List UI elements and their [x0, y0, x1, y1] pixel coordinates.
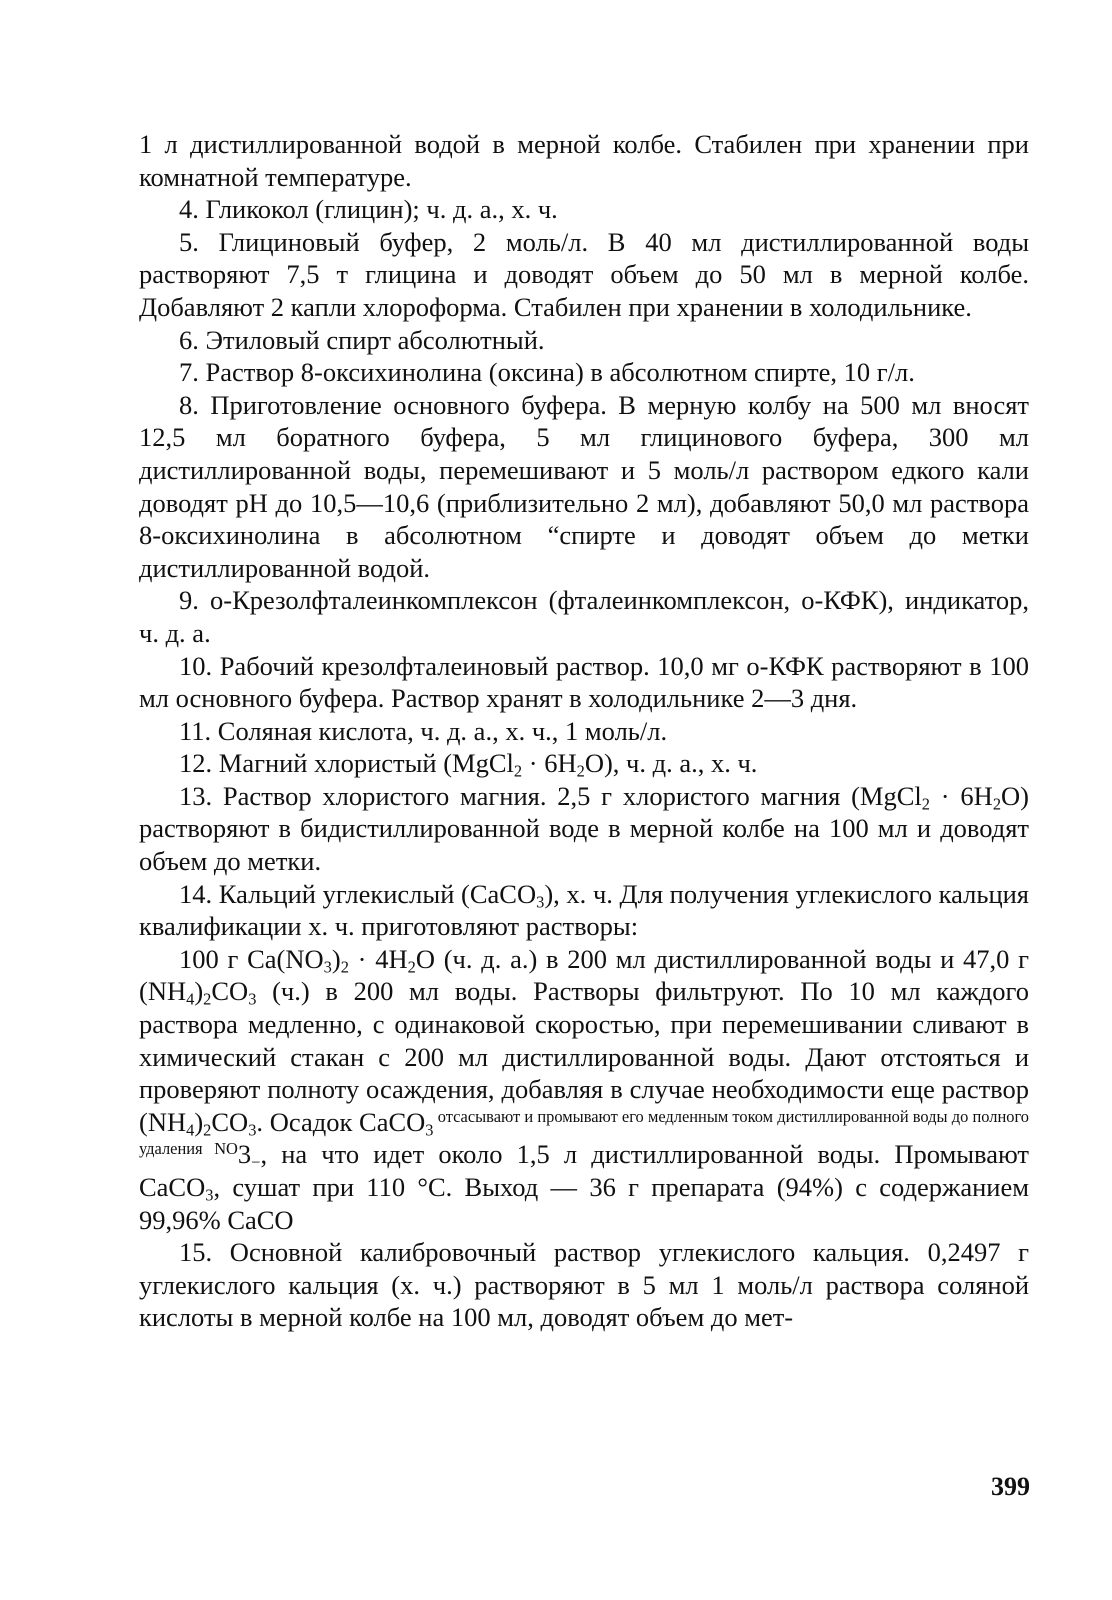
item-13: 13. Раствор хлористого магния. 2,5 г хлористого магния (MgCl$_2$ · $6H_2O$) растворяют в бидистиллированной воде в мерной колбе на 100 мл и доводят объем до метки. [139, 780, 1030, 877]
item-14: 14. Кальций углекислый (CaCO$_3$), х. ч. Для получения углекислого кальция квалификации х. ч. приготовляют растворы: [139, 878, 1029, 942]
item-8: 8. Приготовление основного буфера. В мерную колбу на 500 мл вносят 12,5 мл боратного буфера, 5 мл глицинового буфера, 300 мл дистиллированной воды, перемешивают и 5 моль/л раствором едкого кали доводят pH до 10,5—10,6 (приблизительно 2 мл), добавляют 50,0 мл раствора 8-оксихинолина в абсолютном “спирте и доводят объем до метки дистиллированной водой. [139, 389, 1029, 583]
body-text [139, 128, 1029, 1334]
item-6: 6. Этиловый спирт абсолютный. [179, 324, 545, 355]
item-14-procedure: 100 г $Ca(NO_3)_2 \cdot 4H_2O$ (ч. д. а.) в 200 мл дистиллированной воды и 47,0 г $(NH_4)_2CO_3$ (ч.) в 200 мл воды. Растворы фильтруют. По 10 мл каждого раствора медленно, с одинаковой скоростью, при перемешивании сливают в химический стакан с 200 мл дистиллированной воды. Дают отстояться и проверяют полноту осаждения, добавляя в случае необходимости еще раствор $(NH_4)_2CO_3$. Осадок CaCO$_3$ $^{отсасывают и промывают его медленным током дистиллированной воды до полного удаления NO}3_-$, на что идет около 1,5 л дистиллированной воды. Промывают CaCO$_3$, сушат при 110 °C. Выход — 36 г препарата (94%) с содержанием 99,96% CaCO [139, 943, 1030, 1235]
item-5: 5. Глициновый буфер, 2 моль/л. В 40 мл дистиллированной воды растворяют 7,5 т глицина и доводят объем до 50 мл в мерной колбе. Добавляют 2 капли хлороформа. Стабилен при хранении в холодильнике. [139, 226, 1029, 322]
paragraph-continuation: 1 л дистиллированной водой в мерной колбе. Стабилен при хранении при комнатной температуре. [139, 129, 1029, 192]
item-12: 12. Магний хлористый (MgCl$_2$ · $6H_2O$), ч. д. а., х. ч. [179, 748, 758, 781]
item-9: 9. о-Крезолфталеинкомплексон (фталеинкомплексон, о-КФК), индикатор, ч. д. а. [139, 585, 1029, 648]
item-7: 7. Раствор 8-оксихинолина (оксина) в абсолютном спирте, 10 г/л. [179, 357, 915, 388]
item-11: 11. Соляная кислота, ч. д. а., х. ч., 1 моль/л. [179, 715, 668, 746]
item-15: 15. Основной калибровочный раствор углекислого кальция. 0,2497 г углекислого кальция (х. ч.) растворяют в 5 мл 1 моль/л раствора соляной кислоты в мерной колбе на 100 мл, доводят объем до мет- [139, 1237, 1029, 1333]
item-10: 10. Рабочий крезолфталеиновый раствор. 10,0 мг о-КФК растворяют в 100 мл основного буфера. Раствор хранят в холодильнике 2—3 дня. [139, 650, 1029, 714]
page-number: 399 [991, 1472, 1030, 1501]
item-4: 4. Гликокол (глицин); ч. д. а., х. ч. [179, 194, 558, 225]
